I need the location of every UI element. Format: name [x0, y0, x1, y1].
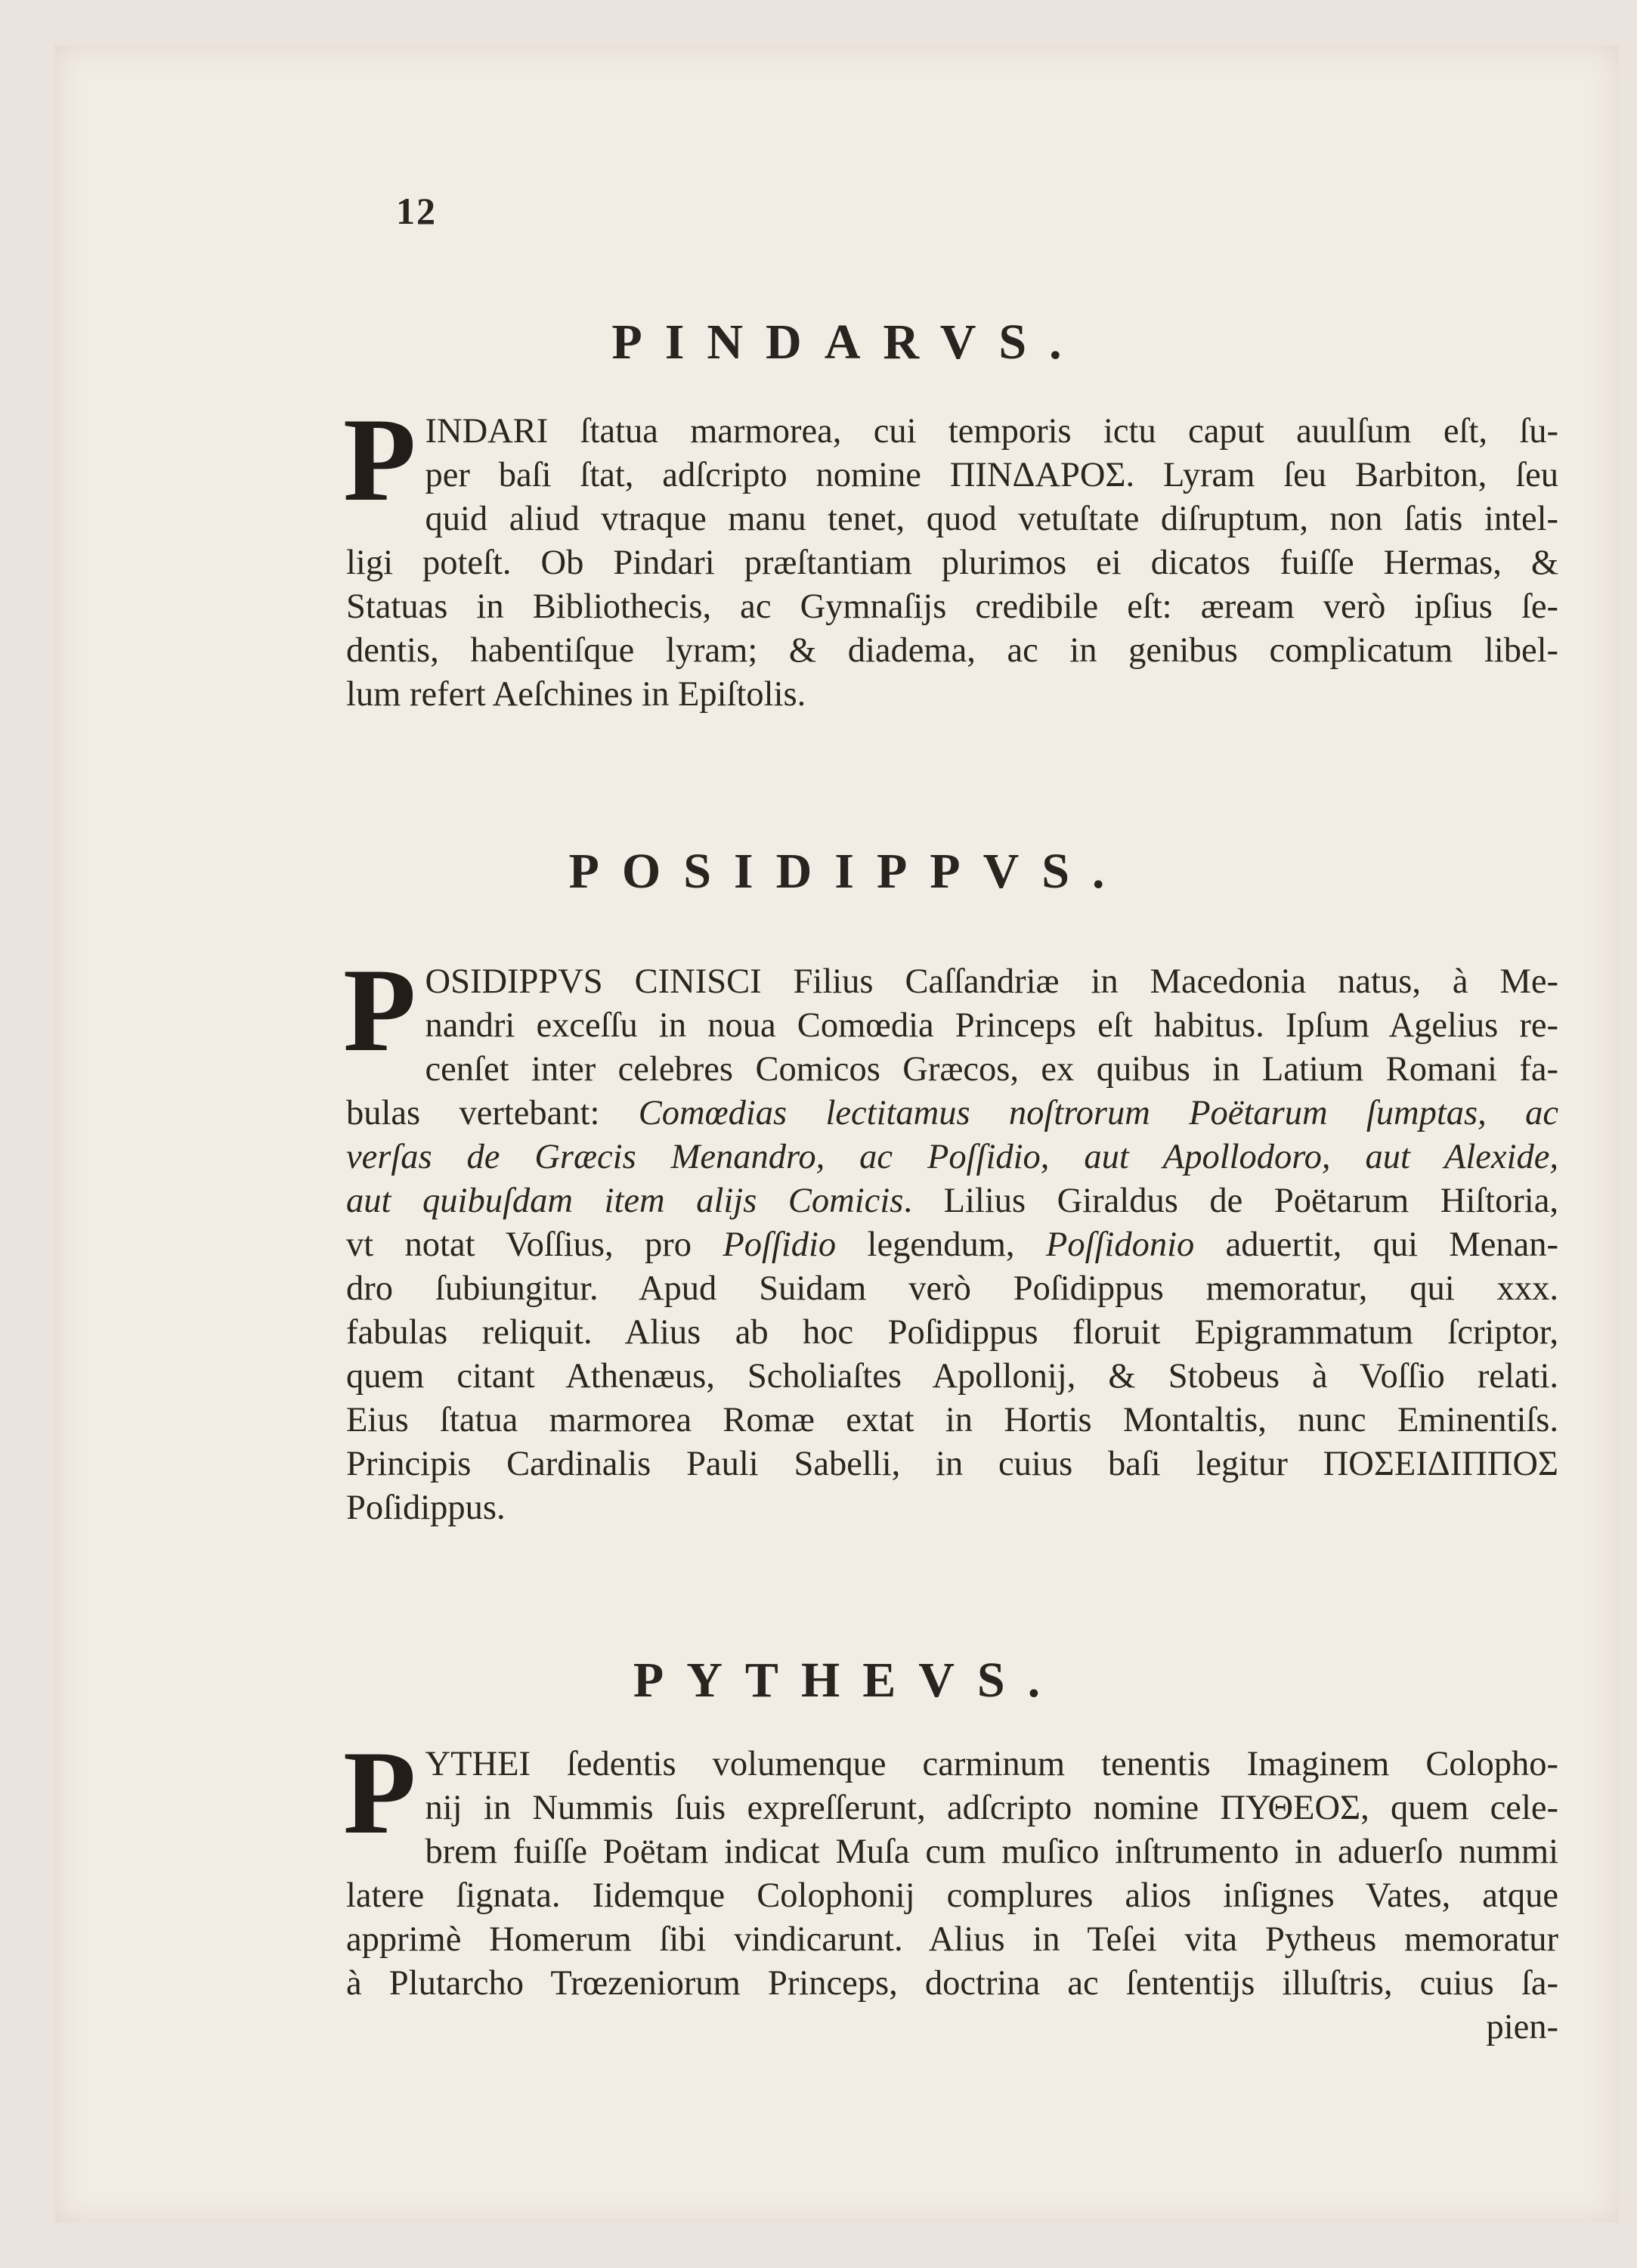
text-line: Principis Cardinalis Pauli Sabelli, in cuius baſi legitur ΠΟΣΕΙΔΙΠΠΟΣ: [346, 1445, 1558, 1483]
text-line: nij in Nummis ſuis expreſſerunt, adſcripto nomine ΠΥΘΕΟΣ, quem cele-: [425, 1789, 1558, 1827]
text-line: ligi poteſt. Ob Pindari præſtantiam plurimos ei dicatos fuiſſe Hermas, &: [346, 544, 1558, 582]
drop-cap: P: [343, 1727, 416, 1859]
text-line: YTHEI ſedentis volumenque carminum tenentis Imaginem Colopho-: [425, 1745, 1558, 1783]
text-line: dro ſubiungitur. Apud Suidam verò Poſidippus memoratur, qui xxx.: [346, 1269, 1558, 1308]
text-line: fabulas reliquit. Alius ab hoc Poſidippus floruit Epigrammatum ſcriptor,: [346, 1313, 1558, 1352]
text-line: [346, 1223, 1558, 1267]
text-line: [346, 1179, 1558, 1223]
italic-word: Poſſidonio: [1045, 1225, 1195, 1264]
drop-cap: P: [343, 944, 416, 1077]
section-heading-pindarus: PINDARVS.: [611, 314, 1085, 370]
text-line: Statuas in Bibliothecis, ac Gymnaſijs credibile eſt: æream verò ipſius ſe-: [346, 587, 1558, 626]
text-line: [346, 1092, 1558, 1136]
text-span: legendum,: [867, 1225, 1015, 1264]
section-body-posidippus: [343, 944, 1559, 1530]
italic-quote: aut quibuſdam item alijs Comicis: [346, 1182, 904, 1220]
italic-quote: Comœdias lectitamus noſtrorum Poëtarum ſumptas, ac: [638, 1094, 1558, 1132]
section-heading-pytheus: PYTHEVS.: [633, 1653, 1063, 1708]
catchword: pien-: [1486, 2008, 1558, 2046]
text-span: vt notat Voſſius, pro: [346, 1225, 692, 1264]
text-line: quid aliud vtraque manu tenet, quod vetuſtate diſruptum, non ſatis intel-: [425, 500, 1558, 538]
text-line: INDARI ſtatua marmorea, cui temporis ictu caput auulſum eſt, ſu-: [425, 412, 1558, 451]
text-line: Eius ſtatua marmorea Romæ extat in Hortis Montaltis, nunc Eminentiſs.: [346, 1401, 1558, 1439]
text-line: à Plutarcho Trœzeniorum Princeps, doctrina ac ſententijs illuſtris, cuius ſa-: [346, 1964, 1558, 2003]
text-line: cenſet inter celebres Comicos Græcos, ex quibus in Latium Romani fa-: [425, 1050, 1558, 1089]
italic-word: Poſſidio: [723, 1225, 837, 1264]
section-heading-posidippus: POSIDIPPVS.: [568, 844, 1128, 899]
text-span: . Lilius Giraldus de Poëtarum Hiſtoria,: [903, 1182, 1558, 1220]
text-line: OSIDIPPVS CINISCI Filius Caſſandriæ in Macedonia natus, à Me-: [425, 962, 1558, 1001]
text-line: latere ſignata. Iidemque Colophonij complures alios inſignes Vates, atque: [346, 1876, 1558, 1915]
text-line: apprimè Homerum ſibi vindicarunt. Alius in Teſei vita Pytheus memoratur: [346, 1920, 1558, 1959]
text-span: aduertit, qui Menan-: [1225, 1225, 1559, 1264]
section-body-pytheus: [343, 1727, 1558, 2050]
page-sheet: [54, 45, 1619, 2223]
text-line: per baſi ſtat, adſcripto nomine ΠΙΝΔΑΡΟΣ. Lyram ſeu Barbiton, ſeu: [425, 456, 1558, 494]
text-line: verſas de Græcis Menandro, ac Poſſidio, aut Apollodoro, aut Alexide,: [346, 1138, 1558, 1176]
text-line: lum refert Aeſchines in Epiſtolis.: [346, 675, 806, 714]
text-line: quem citant Athenæus, Scholiaſtes Apollonij, & Stobeus à Voſſio relati.: [346, 1357, 1558, 1396]
drop-cap: P: [343, 394, 416, 526]
text-line: nandri exceſſu in noua Comœdia Princeps eſt habitus. Ipſum Agelius re-: [425, 1006, 1558, 1045]
page-number: 12: [396, 190, 437, 232]
text-line: dentis, habentiſque lyram; & diadema, ac in genibus complicatum libel-: [346, 631, 1558, 670]
text-span: bulas vertebant:: [346, 1094, 600, 1132]
text-line: brem fuiſſe Poëtam indicat Muſa cum muſico inſtrumento in aduerſo nummi: [425, 1833, 1558, 1871]
section-body-pindarus: [343, 394, 1558, 717]
text-line: Poſidippus.: [346, 1489, 506, 1527]
